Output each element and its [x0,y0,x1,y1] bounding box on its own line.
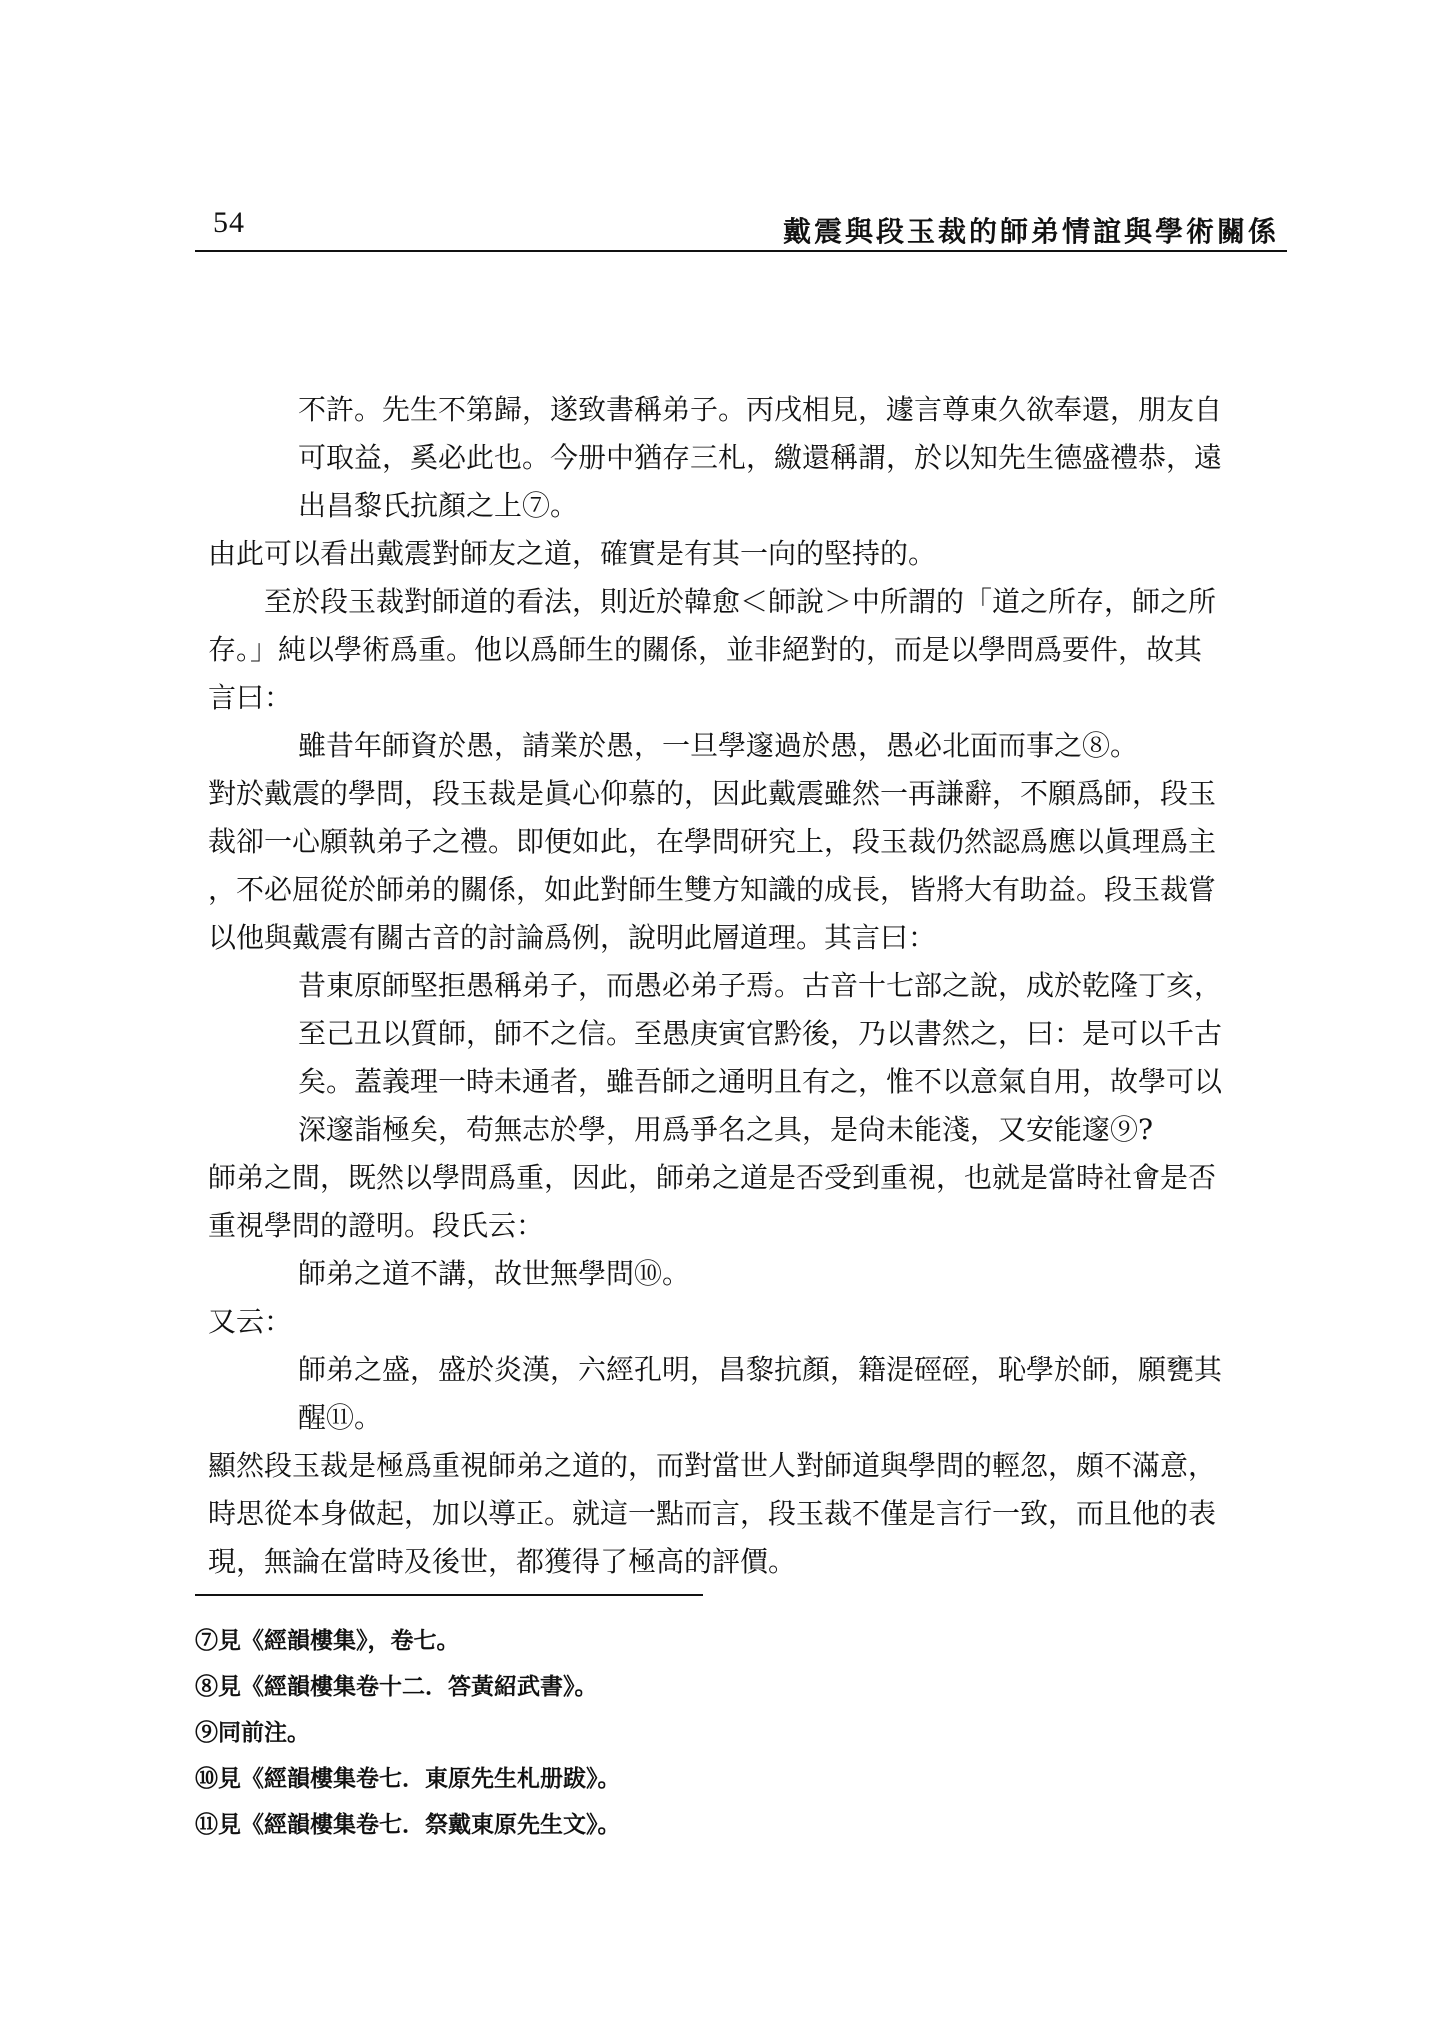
footnote-7: ⑦見《經韻樓集》，卷七。 [195,1627,460,1654]
text-line: 言曰： [208,681,293,714]
text-line: 存。」純以學術爲重。他以爲師生的關係，並非絕對的，而是以學問爲要件，故其 [208,633,1203,666]
text-line: ，不必屈從於師弟的關係，如此對師生雙方知識的成長，皆將大有助益。段玉裁嘗 [208,873,1217,906]
text-line: 可取益，奚必此也。今册中猶存三札，繳還稱謂，於以知先生德盛禮恭，遠 [298,441,1223,474]
header-rule [195,250,1287,252]
footnote-8: ⑧見《經韻樓集卷十二．答黃紹武書》。 [195,1673,598,1700]
text-line: 不許。先生不第歸，遂致書稱弟子。丙戌相見，遽言尊東久欲奉還，朋友自 [298,393,1223,426]
body-text [208,386,1290,1586]
text-line: 師弟之盛，盛於炎漢，六經孔明，昌黎抗顏，籍湜硜硜，恥學於師，願甕其 [298,1353,1223,1386]
text-line: 深邃詣極矣，苟無志於學，用爲爭名之具，是尙未能淺，又安能邃⑨? [298,1113,1154,1146]
text-line: 至於段玉裁對師道的看法，則近於韓愈＜師說＞中所謂的「道之所存，師之所 [264,585,1217,618]
page-number: 54 [213,206,245,239]
footnote-11: ⑪見《經韻樓集卷七．祭戴東原先生文》。 [195,1811,621,1838]
text-line: 雖昔年師資於愚，請業於愚，一旦學邃過於愚，愚必北面而事之⑧。 [298,729,1139,762]
text-line: 以他與戴震有關古音的討論爲例，說明此層道理。其言曰： [208,921,937,954]
text-line: 對於戴震的學問，段玉裁是眞心仰慕的，因此戴震雖然一再謙辭，不願爲師，段玉 [208,777,1217,810]
footnote-9: ⑨同前注。 [195,1719,310,1746]
text-line: 重視學問的證明。段氏云： [208,1209,545,1242]
running-title: 戴震與段玉裁的師弟情誼與學術關係 [782,215,1279,248]
text-line: 昔東原師堅拒愚稱弟子，而愚必弟子焉。古音十七部之說，成於乾隆丁亥， [298,969,1223,1002]
footnote-rule [195,1594,703,1596]
text-line: 裁卻一心願執弟子之禮。即便如此，在學問研究上，段玉裁仍然認爲應以眞理爲主 [208,825,1217,858]
text-line: 出昌黎氏抗顏之上⑦。 [298,489,579,522]
text-line: 時思從本身做起，加以導正。就這一點而言，段玉裁不僅是言行一致，而且他的表 [208,1497,1217,1530]
text-line: 醒⑪。 [298,1401,383,1434]
text-line: 現，無論在當時及後世，都獲得了極高的評價。 [208,1545,797,1578]
text-line: 師弟之道不講，故世無學問⑩。 [298,1257,691,1290]
text-line: 又云： [208,1305,293,1338]
footnote-10: ⑩見《經韻樓集卷七．東原先生札册跋》。 [195,1765,621,1792]
text-line: 由此可以看出戴震對師友之道，確實是有其一向的堅持的。 [208,537,937,570]
footnotes [195,1618,621,1848]
page-header [195,206,1287,252]
text-line: 顯然段玉裁是極爲重視師弟之道的，而對當世人對師道與學問的輕忽，頗不滿意， [208,1449,1217,1482]
text-line: 至己丑以質師，師不之信。至愚庚寅官黔後，乃以書然之，曰：是可以千古 [298,1017,1223,1050]
text-line: 師弟之間，既然以學問爲重，因此，師弟之道是否受到重視，也就是當時社會是否 [208,1161,1217,1194]
text-line: 矣。蓋義理一時未通者，雖吾師之通明且有之，惟不以意氣自用，故學可以 [298,1065,1223,1098]
